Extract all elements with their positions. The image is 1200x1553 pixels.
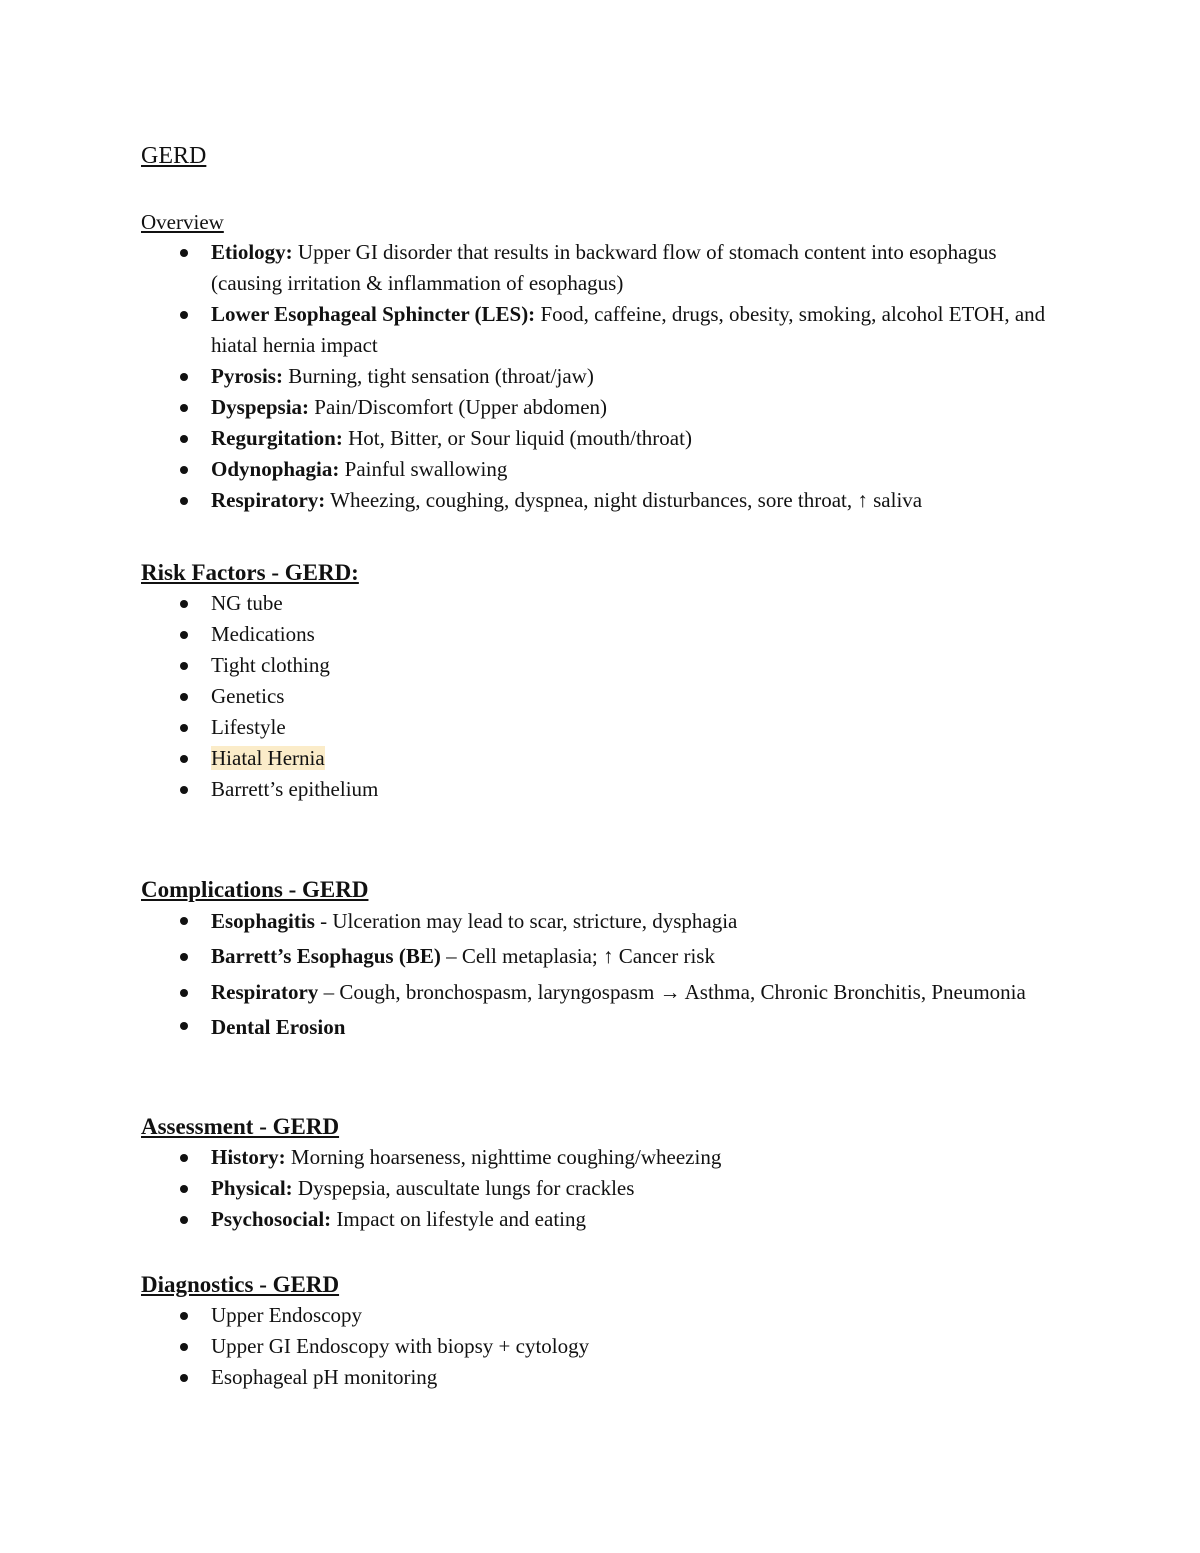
list-item xyxy=(141,423,1061,454)
assessment-heading: Assessment - GERD xyxy=(141,1114,340,1139)
list-item xyxy=(141,454,1061,485)
bullet-icon xyxy=(180,1216,188,1224)
item-text: Upper GI Endoscopy with biopsy + cytology xyxy=(211,1334,590,1358)
item-text: Burning, tight sensation (throat/jaw) xyxy=(282,364,594,388)
overview-section xyxy=(141,207,1061,516)
bullet-icon xyxy=(180,1343,188,1351)
list-item xyxy=(141,712,1061,743)
complications-section xyxy=(141,875,1061,1044)
bullet-icon xyxy=(180,1374,188,1382)
bullet-icon xyxy=(180,249,188,257)
item-label: Esophagitis xyxy=(211,909,315,933)
item-label: Odynophagia: xyxy=(211,457,340,481)
risk-factors-list xyxy=(141,588,1061,805)
list-item xyxy=(141,237,1061,299)
item-text: - Ulceration may lead to scar, stricture, dysphagia xyxy=(314,909,738,933)
list-item xyxy=(141,974,1061,1010)
item-label: Pyrosis: xyxy=(211,364,283,388)
item-label: Respiratory: xyxy=(211,488,326,512)
item-text: Upper Endoscopy xyxy=(211,1303,363,1327)
bullet-icon xyxy=(180,917,188,925)
list-item xyxy=(141,1173,1061,1204)
bullet-icon xyxy=(180,404,188,412)
list-item xyxy=(141,650,1061,681)
list-item xyxy=(141,485,1061,516)
item-text: Hot, Bitter, or Sour liquid (mouth/throat) xyxy=(342,426,692,450)
list-item xyxy=(141,1331,1061,1362)
assessment-section xyxy=(141,1112,1061,1235)
bullet-icon xyxy=(180,373,188,381)
bullet-icon xyxy=(180,1312,188,1320)
item-text: Food, caffeine, drugs, obesity, smoking, alcohol ETOH, and hiatal hernia impact xyxy=(211,302,1046,357)
item-text: Medications xyxy=(211,622,315,646)
diagnostics-section xyxy=(141,1270,1061,1393)
bullet-icon xyxy=(180,631,188,639)
bullet-icon xyxy=(180,953,188,961)
item-text: Esophageal pH monitoring xyxy=(211,1365,438,1389)
item-label: Respiratory xyxy=(211,980,319,1004)
item-label: Barrett’s Esophagus (BE) xyxy=(211,944,441,968)
item-text: Morning hoarseness, nighttime coughing/wheezing xyxy=(285,1145,722,1169)
bullet-icon xyxy=(180,662,188,670)
bullet-icon xyxy=(180,989,188,997)
item-text: Genetics xyxy=(211,684,285,708)
list-item xyxy=(141,1300,1061,1331)
overview-list xyxy=(141,237,1061,516)
highlighted-item-text: Hiatal Hernia xyxy=(211,746,325,770)
assessment-list xyxy=(141,1142,1061,1235)
list-item xyxy=(141,774,1061,805)
item-text: – Cough, bronchospasm, laryngospasm → Asthma, Chronic Bronchitis, Pneumonia xyxy=(318,980,1026,1004)
item-text: Pain/Discomfort (Upper abdomen) xyxy=(309,395,608,419)
item-label: Dental Erosion xyxy=(211,1015,346,1039)
bullet-icon xyxy=(180,1154,188,1162)
bullet-icon xyxy=(180,466,188,474)
bullet-icon xyxy=(180,693,188,701)
item-text: NG tube xyxy=(211,591,283,615)
item-text: Barrett’s epithelium xyxy=(211,777,379,801)
list-item xyxy=(141,1142,1061,1173)
item-text: Tight clothing xyxy=(211,653,330,677)
risk-factors-section xyxy=(141,558,1061,805)
list-item xyxy=(141,1362,1061,1393)
list-item xyxy=(141,588,1061,619)
list-item xyxy=(141,905,1061,938)
item-text: – Cell metaplasia; ↑ Cancer risk xyxy=(440,944,715,968)
bullet-icon xyxy=(180,600,188,608)
complications-list xyxy=(141,905,1061,1044)
item-label: Psychosocial: xyxy=(211,1207,332,1231)
item-label: Etiology: xyxy=(211,240,293,264)
complications-heading: Complications - GERD xyxy=(141,877,369,902)
item-text: Lifestyle xyxy=(211,715,286,739)
list-item xyxy=(141,619,1061,650)
item-text: Dyspepsia, auscultate lungs for crackles xyxy=(292,1176,635,1200)
bullet-icon xyxy=(180,1185,188,1193)
list-item xyxy=(141,938,1061,974)
bullet-icon xyxy=(180,435,188,443)
item-label: History: xyxy=(211,1145,286,1169)
bullet-icon xyxy=(180,755,188,763)
bullet-icon xyxy=(180,724,188,732)
item-label: Physical: xyxy=(211,1176,293,1200)
item-text: Upper GI disorder that results in backward flow of stomach content into esophagus (causing irritation & inflammation of esophagus) xyxy=(211,240,997,295)
list-item xyxy=(141,1204,1061,1235)
bullet-icon xyxy=(180,497,188,505)
list-item xyxy=(141,299,1061,361)
overview-heading: Overview xyxy=(141,210,224,234)
item-text: Painful swallowing xyxy=(339,457,508,481)
list-item xyxy=(141,681,1061,712)
bullet-icon xyxy=(180,786,188,794)
list-item xyxy=(141,743,1061,774)
risk-factors-heading: Risk Factors - GERD: xyxy=(141,560,359,585)
list-item xyxy=(141,1010,1061,1044)
bullet-icon xyxy=(180,1022,188,1030)
item-text: Wheezing, coughing, dyspnea, night disturbances, sore throat, ↑ saliva xyxy=(325,488,923,512)
list-item xyxy=(141,361,1061,392)
diagnostics-list xyxy=(141,1300,1061,1393)
item-label: Dyspepsia: xyxy=(211,395,310,419)
document-title: GERD xyxy=(141,143,207,169)
list-item xyxy=(141,392,1061,423)
diagnostics-heading: Diagnostics - GERD xyxy=(141,1272,340,1297)
item-label: Regurgitation: xyxy=(211,426,343,450)
bullet-icon xyxy=(180,311,188,319)
item-label: Lower Esophageal Sphincter (LES): xyxy=(211,302,536,326)
item-text: Impact on lifestyle and eating xyxy=(331,1207,586,1231)
